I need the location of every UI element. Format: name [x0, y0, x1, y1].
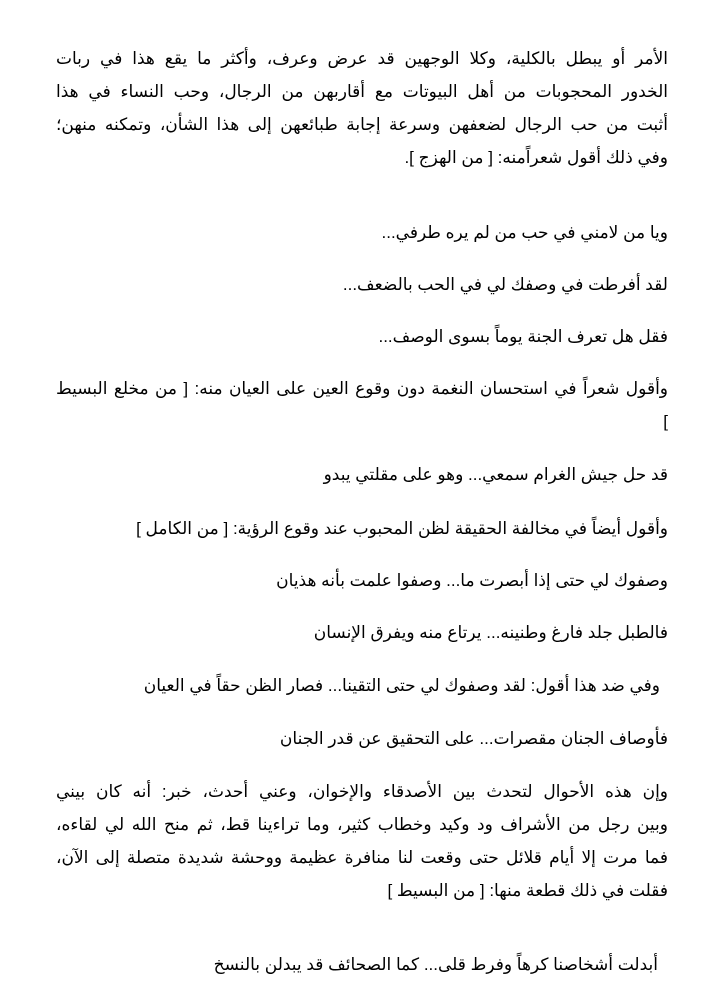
verse-line-6 — [56, 616, 668, 649]
text-line: الأمر أو يبطل بالكلية، وكلا الوجهين قد عرض وعرف، وأكثر ما يقع هذا في ربات — [56, 49, 668, 68]
text-line: أبدلت أشخاصنا كرهاً وفرط قلى... كما الصحائف قد يبدلن بالنسخ — [213, 955, 658, 974]
text-line: ] — [663, 412, 668, 431]
verse-line-1 — [56, 216, 668, 249]
text-line: فالطبل جلد فارغ وطنينه... يرتاع منه ويفرق الإنسان — [313, 623, 668, 642]
paragraph-4 — [56, 669, 660, 702]
text-line: فقلت في ذلك قطعة منها: [ من البسيط ] — [387, 881, 668, 900]
text-line: فما مرت إلا أيام قلائل حتى وقعت لنا منافرة عظيمة ووحشة شديدة متصلة إلى الآن، — [56, 848, 668, 867]
text-line: فأوصاف الجنان مقصرات... على التحقيق عن قدر الجنان — [279, 729, 668, 748]
paragraph-5 — [56, 775, 668, 907]
text-line: ويا من لامني في حب من لم يره طرفي... — [381, 223, 668, 242]
text-line: وصفوك لي حتى إذا أبصرت ما... وصفوا علمت بأنه هذيان — [276, 571, 668, 590]
text-line: أثبت من حب الرجال لضعفهن وسرعة إجابة طبائعهن إلى هذا الشأن، وتمكنه منهن؛ — [56, 115, 668, 134]
verse-line-7 — [56, 722, 668, 755]
verse-line-5 — [56, 564, 668, 597]
text-line: وفي ذلك أقول شعراًمنه: [ من الهزج ]. — [404, 148, 668, 167]
text-line: قد حل جيش الغرام سمعي... وهو على مقلتي يبدو — [323, 465, 668, 484]
text-line: وأقول شعراً في استحسان النغمة دون وقوع العين على العيان منه: [ من مخلع البسيط — [56, 379, 668, 398]
text-line: الخدور المحجوبات من أهل البيوتات مع أقاربهن من الرجال، وحب النساء في هذا — [56, 82, 668, 101]
text-line: وأقول أيضاً في مخالفة الحقيقة لظن المحبوب عند وقوع الرؤية: [ من الكامل ] — [136, 519, 668, 538]
text-line: وفي ضد هذا أقول: لقد وصفوك لي حتى التقينا... فصار الظن حقاً في العيان — [143, 676, 660, 695]
paragraph-3 — [56, 512, 668, 545]
verse-line-4 — [56, 458, 668, 491]
text-line: وبين رجل من الأشراف ود وكيد وخطاب كثير، وما تراءينا قط، ثم منح الله لي لقاءه، — [56, 815, 668, 834]
text-line: وإن هذه الأحوال لتحدث بين الأصدقاء والإخوان، وعني أحدث، خبر: أنه كان بيني — [56, 782, 668, 801]
text-line: فقل هل تعرف الجنة يوماً بسوى الوصف... — [378, 327, 668, 346]
verse-line-3 — [56, 320, 668, 353]
paragraph-2 — [56, 372, 668, 438]
verse-line-2 — [56, 268, 668, 301]
paragraph-1 — [56, 42, 668, 174]
verse-line-8 — [56, 948, 658, 981]
text-line: لقد أفرطت في وصفك لي في الحب بالضعف... — [342, 275, 668, 294]
